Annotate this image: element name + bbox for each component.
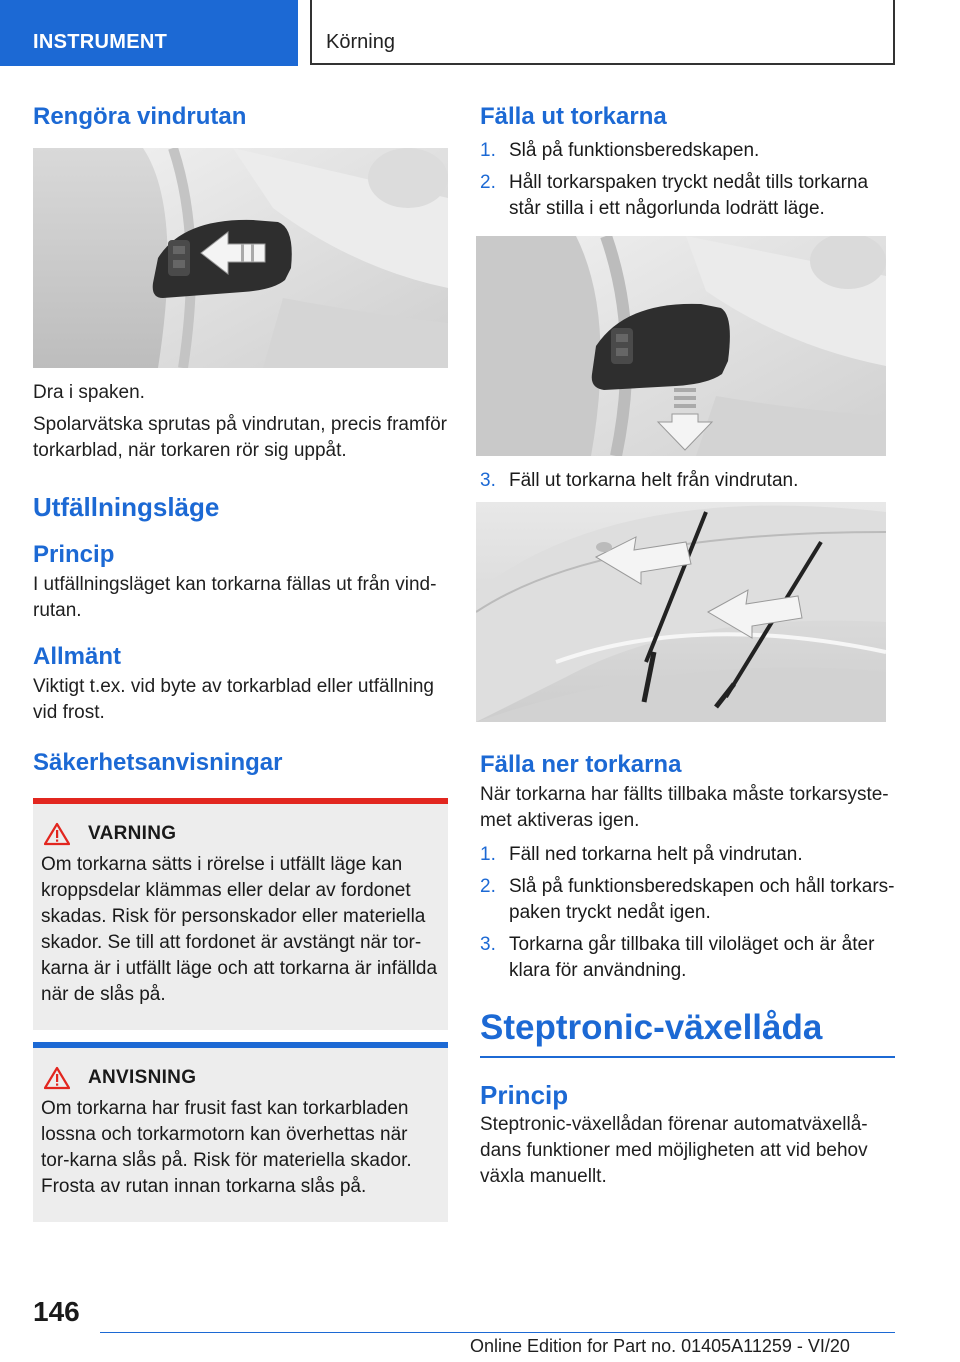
heading-fold-in-wipers: Fälla ner torkarna xyxy=(480,751,682,778)
list-item: 1. Fäll ned torkarna helt på vindrutan. xyxy=(480,844,803,865)
fold-out-steps xyxy=(480,138,895,222)
fold-out-steps-continued xyxy=(480,468,895,494)
warning-title: VARNING xyxy=(88,823,177,844)
figure-wiper-lever-push-down xyxy=(476,236,886,456)
clean-description: Spolarvätska sprutas på vindrutan, precis framför torkarblad, när torkaren rör sig uppåt. xyxy=(33,414,447,461)
notice-text: Om torkarna har frusit fast kan torkarbladen lossna och torkarmotorn kan överhettas när tor-karna slås på. Risk för materiella skador. Frosta av rutan innan torkarna slås på. xyxy=(41,1098,412,1197)
figure-wipers-folded-out xyxy=(476,502,886,722)
footer-edition: Online Edition for Part no. 01405A11259 - VI/20 xyxy=(470,1336,850,1356)
right-column xyxy=(480,100,895,1190)
warning-bar xyxy=(33,798,448,804)
warning-text: Om torkarna sätts i rörelse i utfällt läge kan kroppsdelar klämmas eller delar av fordonet skadas. Risk för personskador eller materiella skador. Se till att fordonet är avstängt när tor-karna är i utfällt läge och att torkarna är infällda när de slås på. xyxy=(41,854,438,1005)
list-item: 1. Slå på funktionsberedskapen. xyxy=(480,140,760,161)
fold-in-intro: När torkarna har fällts tillbaka måste torkarsyste-met aktiveras igen. xyxy=(480,784,889,831)
list-item: 3. Torkarna går tillbaka till viloläget och är åter klara för användning. xyxy=(480,934,875,981)
figure-wiper-lever-pull xyxy=(33,148,448,368)
heading-principle: Princip xyxy=(33,541,115,568)
notice-title: ANVISNING xyxy=(88,1067,197,1088)
list-item: 2. Håll torkarspaken tryckt nedåt tills torkarna står stilla i ett någorlunda lodrätt läge. xyxy=(480,172,869,219)
chapter-tab: INSTRUMENT xyxy=(0,0,298,66)
section-title: Körning xyxy=(310,0,895,65)
general-text: Viktigt t.ex. vid byte av torkarblad eller utfällning vid frost. xyxy=(33,676,434,723)
footer-divider xyxy=(100,1332,895,1333)
warning-triangle-icon xyxy=(44,1066,70,1090)
warning-box xyxy=(33,798,448,1030)
list-item: 3. Fäll ut torkarna helt från vindrutan. xyxy=(480,470,799,491)
heading-steptronic-principle: Princip xyxy=(480,1080,569,1110)
fold-in-steps xyxy=(480,842,895,984)
steptronic-text: Steptronic-växellådan förenar automatväxellå-dans funktioner med möjligheten att vid behov växla manuellt. xyxy=(480,1114,868,1187)
principle-text: I utfällningsläget kan torkarna fällas ut från vind-rutan. xyxy=(33,574,437,621)
heading-steptronic: Steptronic-växellåda xyxy=(480,1008,823,1047)
clean-step-text: Dra i spaken. xyxy=(33,382,145,403)
heading-fold-out-wipers: Fälla ut torkarna xyxy=(480,103,667,130)
notice-box xyxy=(33,1042,448,1222)
list-item: 2. Slå på funktionsberedskapen och håll torkars-paken tryckt nedåt igen. xyxy=(480,876,895,923)
heading-safety: Säkerhetsanvisningar xyxy=(33,749,283,776)
notice-bar xyxy=(33,1042,448,1048)
heading-general: Allmänt xyxy=(33,643,122,670)
section-divider xyxy=(480,1056,895,1058)
heading-clean-windscreen: Rengöra vindrutan xyxy=(33,103,247,130)
heading-fold-position: Utfällningsläge xyxy=(33,492,220,522)
left-column xyxy=(33,100,448,1222)
page-number: 146 xyxy=(33,1296,80,1327)
warning-triangle-icon xyxy=(44,822,70,846)
